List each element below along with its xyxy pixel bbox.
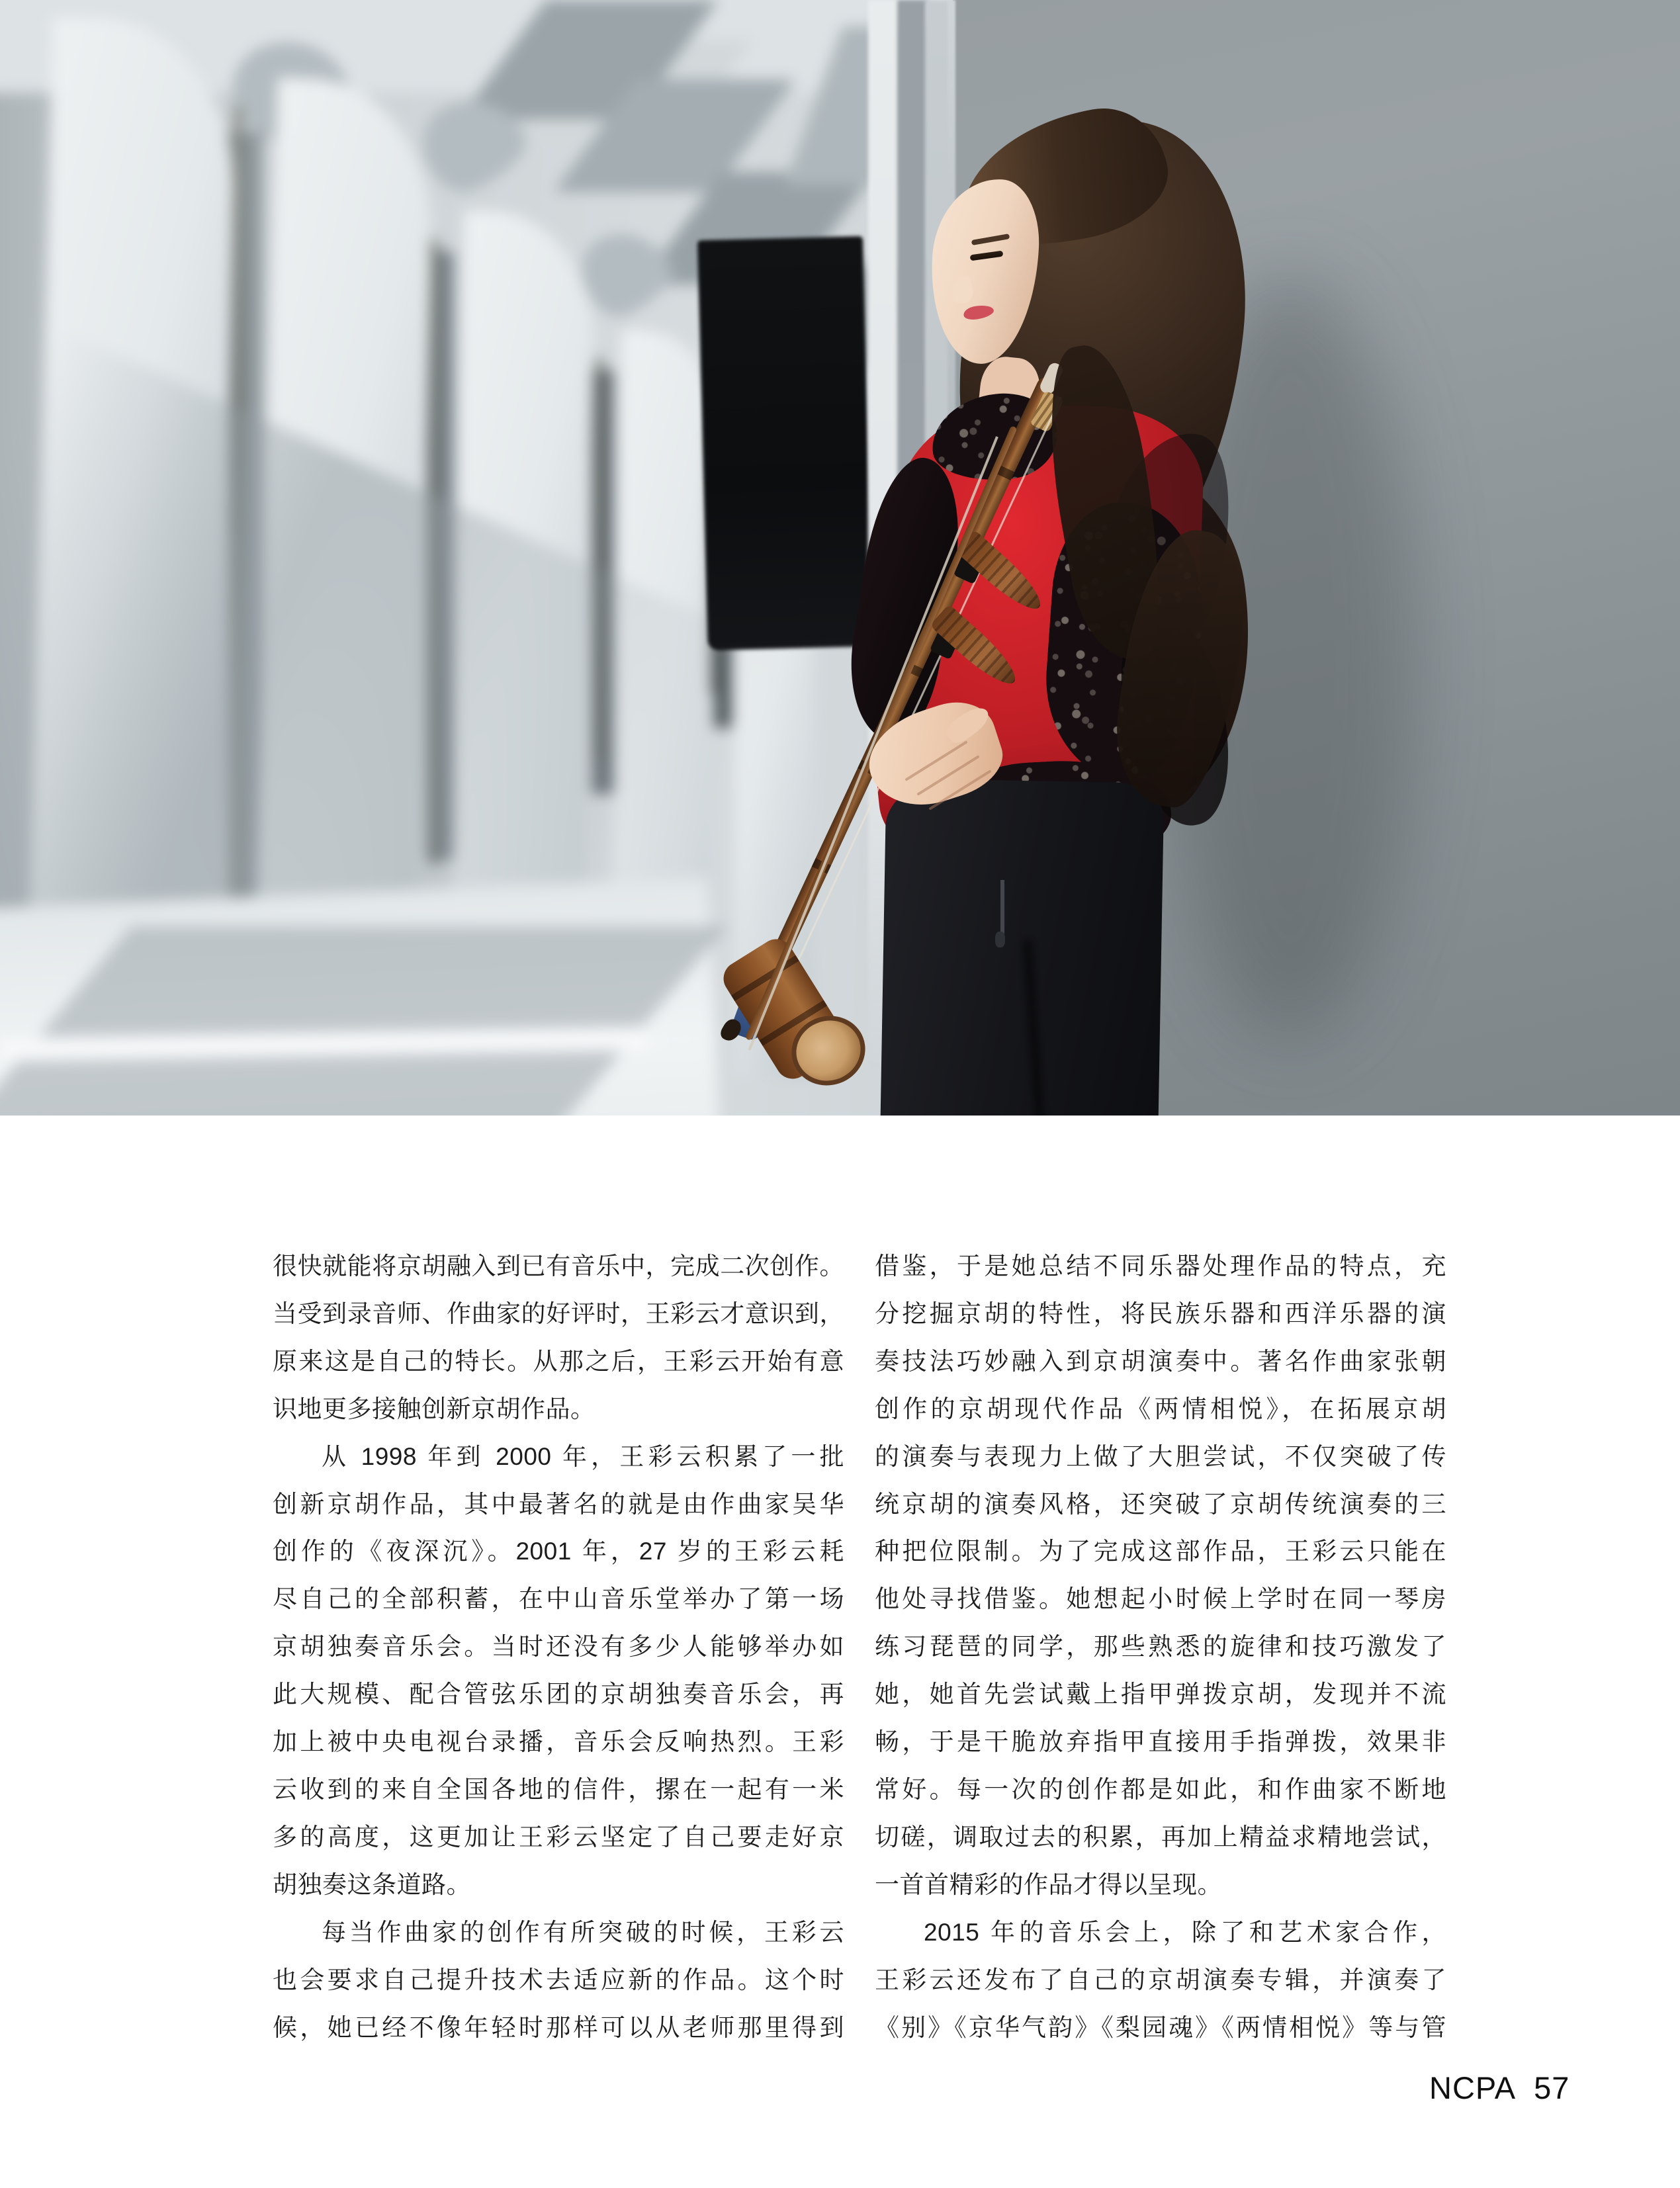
text-line: 创作的京胡现代作品《两情相悦》，在拓展京胡 — [875, 1395, 1446, 1422]
text-line: 的演奏与表现力上做了大胆尝试，不仅突破了传 — [875, 1442, 1446, 1470]
text-line: 他处寻找借鉴。她想起小时候上学时在同一琴房 — [875, 1585, 1446, 1613]
text-line: 多的高度，这更加让王彩云坚定了自己要走好京 — [273, 1823, 844, 1851]
text-line: 识地更多接触创新京胡作品。 — [273, 1395, 596, 1422]
text-line: 借鉴，于是她总结不同乐器处理作品的特点，充 — [875, 1252, 1446, 1280]
text-line: 加上被中央电视台录播，音乐会反响热烈。王彩 — [273, 1728, 844, 1756]
text-line: 畅，于是干脆放弃指甲直接用手指弹拨，效果非 — [875, 1728, 1446, 1756]
text-line: 很快就能将京胡融入到已有音乐中，完成二次创作。 — [273, 1252, 844, 1280]
text-column-left — [273, 1243, 844, 2051]
text-line: 从 1998 年到 2000 年，王彩云积累了一批 — [322, 1442, 844, 1470]
text-line: 创新京胡作品，其中最著名的就是由作曲家吴华 — [273, 1490, 844, 1518]
trouser-zip — [1000, 880, 1004, 937]
text-line: 胡独奏这条道路。 — [273, 1870, 471, 1898]
text-column-right — [875, 1243, 1446, 2051]
text-line: 《别》《京华气韵》《梨园魂》《两情相悦》等与管 — [875, 2013, 1446, 2041]
text-line: 种把位限制。为了完成这部作品，王彩云只能在 — [875, 1538, 1446, 1565]
text-line: 奏技法巧妙融入到京胡演奏中。著名作曲家张朝 — [875, 1347, 1446, 1375]
dark-doorway — [697, 236, 873, 650]
zip-pull — [995, 932, 1005, 947]
text-line: 云收到的来自全国各地的信件，摞在一起有一米 — [273, 1775, 844, 1803]
text-line: 创作的《夜深沉》。2001 年，27 岁的王彩云耗 — [273, 1538, 844, 1565]
page-number: 57 — [1534, 2070, 1570, 2105]
text-line: 此大规模、配合管弦乐团的京胡独奏音乐会，再 — [273, 1681, 844, 1708]
text-line: 一首首精彩的作品才得以呈现。 — [875, 1870, 1222, 1898]
page-footer — [1429, 2072, 1569, 2103]
text-line: 常好。每一次的创作都是如此，和作曲家不断地 — [875, 1775, 1446, 1803]
text-line: 京胡独奏音乐会。当时还没有多少人能够举办如 — [273, 1633, 844, 1661]
text-line: 也会要求自己提升技术去适应新的作品。这个时 — [273, 1966, 844, 1993]
text-line: 2015 年的音乐会上，除了和艺术家合作， — [924, 1918, 1446, 1946]
text-line: 候，她已经不像年轻时那样可以从老师那里得到 — [273, 2013, 844, 2041]
magazine-label: NCPA — [1429, 2070, 1517, 2105]
text-line: 切磋，调取过去的积累，再加上精益求精地尝试， — [875, 1823, 1446, 1851]
text-line: 尽自己的全部积蓄，在中山音乐堂举办了第一场 — [273, 1585, 844, 1613]
text-line: 统京胡的演奏风格，还突破了京胡传统演奏的三 — [875, 1490, 1446, 1518]
text-line: 每当作曲家的创作有所突破的时候，王彩云 — [322, 1918, 844, 1946]
text-line: 她，她首先尝试戴上指甲弹拨京胡，发现并不流 — [875, 1681, 1446, 1708]
text-line: 当受到录音师、作曲家的好评时，王彩云才意识到， — [273, 1299, 844, 1327]
text-line: 王彩云还发布了自己的京胡演奏专辑，并演奏了 — [875, 1966, 1446, 1993]
text-line: 练习琵琶的同学，那些熟悉的旋律和技巧激发了 — [875, 1633, 1446, 1661]
text-line: 原来这是自己的特长。从那之后，王彩云开始有意 — [273, 1347, 844, 1375]
text-line: 分挖掘京胡的特性，将民族乐器和西洋乐器的演 — [875, 1299, 1446, 1327]
